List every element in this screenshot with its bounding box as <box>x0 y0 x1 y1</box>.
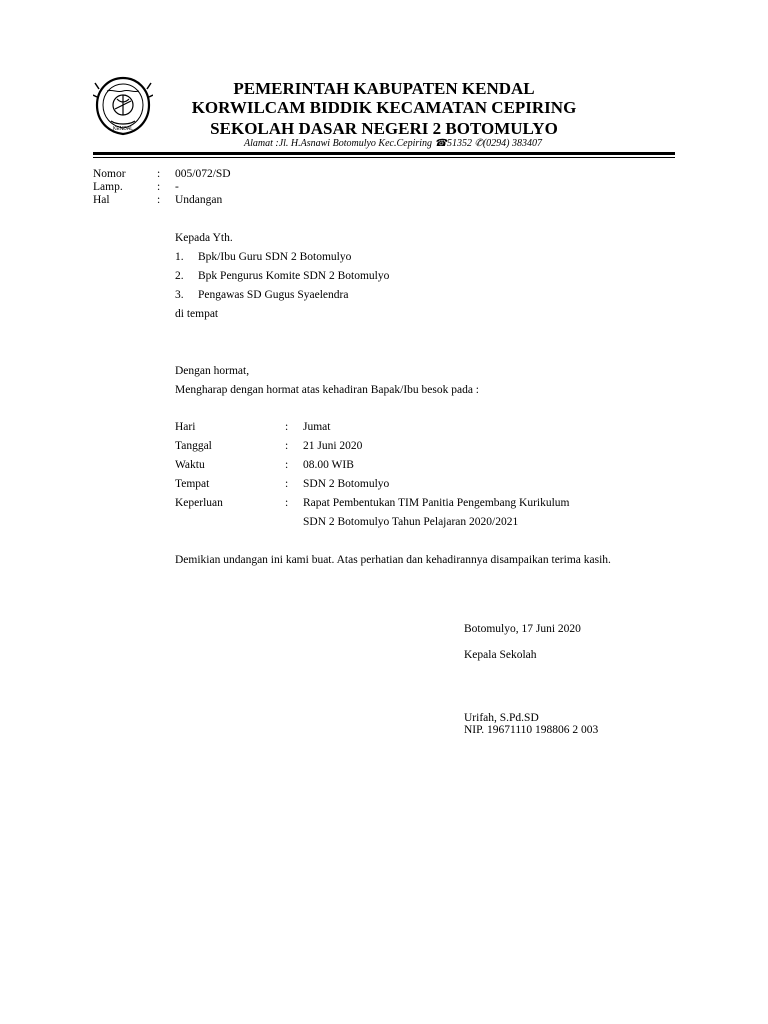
detail-value-waktu: 08.00 WIB <box>303 459 354 471</box>
nomor-separator: : <box>157 168 161 180</box>
detail-label-tempat: Tempat <box>175 478 210 490</box>
detail-value-keperluan-continued: SDN 2 Botomulyo Tahun Pelajaran 2020/2021 <box>303 516 519 528</box>
letterhead-divider-thick <box>93 152 675 155</box>
signature-position: Kepala Sekolah <box>464 649 537 661</box>
hal-separator: : <box>157 194 161 206</box>
letterhead-line-3: SEKOLAH DASAR NEGERI 2 BOTOMULYO <box>210 119 558 138</box>
opening-sentence: Mengharap dengan hormat atas kehadiran Bapak/Ibu besok pada : <box>175 384 480 396</box>
letterhead-address: Alamat :Jl. H.Asnawi Botomulyo Kec.Cepiring ☎51352 ✆(0294) 383407 <box>243 138 543 149</box>
detail-value-tempat: SDN 2 Botomulyo <box>303 478 390 490</box>
lamp-value: - <box>175 181 179 193</box>
letterhead-divider-thin <box>93 157 675 158</box>
recipient-item: Bpk Pengurus Komite SDN 2 Botomulyo <box>198 270 390 282</box>
recipient-item: Pengawas SD Gugus Syaelendra <box>198 289 349 301</box>
signature-name: Urifah, S.Pd.SD <box>464 712 539 724</box>
nomor-label: Nomor <box>93 168 126 180</box>
detail-separator: : <box>285 421 289 433</box>
letterhead-line-1: PEMERINTAH KABUPATEN KENDAL <box>233 79 535 98</box>
detail-value-hari: Jumat <box>303 421 331 433</box>
recipient-item: Bpk/Ibu Guru SDN 2 Botomulyo <box>198 251 352 263</box>
detail-separator: : <box>285 497 289 509</box>
lamp-label: Lamp. <box>93 181 123 193</box>
detail-label-hari: Hari <box>175 421 196 433</box>
nomor-value: 005/072/SD <box>175 168 231 180</box>
detail-label-waktu: Waktu <box>175 459 205 471</box>
closing-sentence: Demikian undangan ini kami buat. Atas perhatian dan kehadirannya disampaikan terima kasih. <box>175 554 611 566</box>
detail-separator: : <box>285 440 289 452</box>
detail-value-keperluan: Rapat Pembentukan TIM Panitia Pengembang Kurikulum <box>303 497 570 509</box>
lamp-separator: : <box>157 181 161 193</box>
detail-label-tanggal: Tanggal <box>175 440 212 452</box>
detail-label-keperluan: Keperluan <box>175 497 223 509</box>
recipient-number: 1. <box>175 251 184 263</box>
hal-label: Hal <box>93 194 110 206</box>
signature-nip: NIP. 19671110 198806 2 003 <box>464 724 599 736</box>
detail-separator: : <box>285 459 289 471</box>
greeting: Dengan hormat, <box>175 365 250 377</box>
detail-value-tanggal: 21 Juni 2020 <box>303 440 363 452</box>
emblem-text: KENDAL <box>112 126 134 132</box>
signature-place-date: Botomulyo, 17 Juni 2020 <box>464 623 581 635</box>
hal-value: Undangan <box>175 194 223 206</box>
recipient-intro: Kepada Yth. <box>175 232 233 244</box>
detail-separator: : <box>285 478 289 490</box>
recipient-number: 2. <box>175 270 184 282</box>
recipient-number: 3. <box>175 289 184 301</box>
letterhead-line-2: KORWILCAM BIDDIK KECAMATAN CEPIRING <box>191 98 577 117</box>
recipient-place: di tempat <box>175 308 219 320</box>
